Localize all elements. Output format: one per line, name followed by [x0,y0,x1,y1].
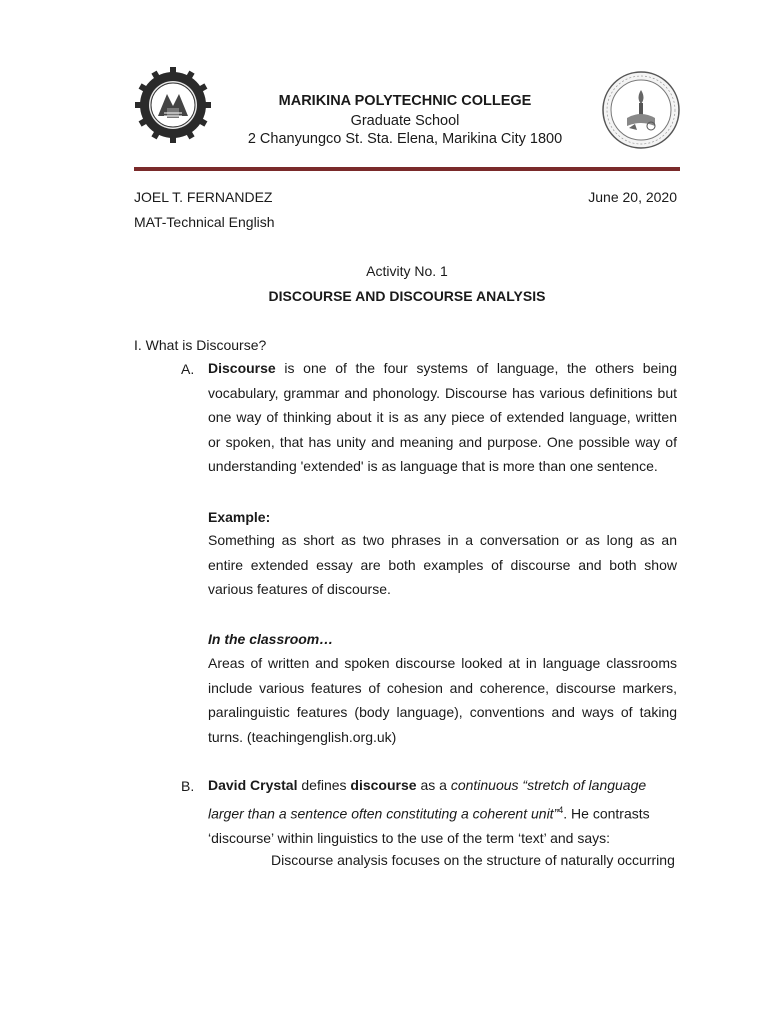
classroom-paragraph: Areas of written and spoken discourse looked at in language classrooms include various features of cohesion and coherence, discourse markers, paralinguistic features (body language), conventions and ways of taking turns. (teachingenglish.org.uk) [208,655,677,745]
author-name: JOEL T. FERNANDEZ [134,189,273,205]
item-b-defines: defines [297,777,351,793]
example-paragraph: Something as short as two phrases in a conversation or as long as an entire extended essay are both examples of discourse and both show various features of discourse. [208,532,677,597]
classroom-heading: In the classroom… [208,631,334,647]
document-date: June 20, 2020 [588,189,677,205]
header-divider [134,167,680,171]
author-program: MAT-Technical English [134,214,275,230]
item-b-marker: B. [181,778,195,794]
item-a-text: is one of the four systems of language, the others being vocabulary, grammar and phonology. Discourse has various definitions but one way of thinking about it is as any piece of extended language, written or spoken, that has unity and meaning and purpose. One possible way of understanding 'extended' is as language that is more than one sentence. [208,360,677,474]
item-b-paragraph [208,773,677,850]
school-address: 2 Chanyungco St. Sta. Elena, Marikina City 1800 [247,131,563,147]
item-a-paragraph [208,356,677,479]
item-b-term: discourse [350,777,417,793]
school-name: MARIKINA POLYTECHNIC COLLEGE [278,93,532,109]
example-heading: Example: [208,509,271,525]
footnote-ref: 4 [558,804,564,815]
item-b-as-a: as a [416,777,451,793]
activity-number: Activity No. 1 [366,263,448,279]
indented-line: Discourse analysis focuses on the structure of naturally occurring [271,852,675,868]
item-a-marker: A. [181,361,195,377]
section-heading: I. What is Discourse? [134,337,267,353]
item-b-author: David Crystal [208,777,298,793]
activity-title: DISCOURSE AND DISCOURSE ANALYSIS [268,288,546,304]
item-a-term: Discourse [208,360,276,376]
item-b-quote: continuous “stretch of language larger than a sentence often constituting a coherent unit” [208,777,647,822]
department-name: Graduate School [350,113,460,129]
item-b-after: . He contrasts ‘discourse’ within linguistics to the use of the term ‘text’ and says: [208,805,650,846]
